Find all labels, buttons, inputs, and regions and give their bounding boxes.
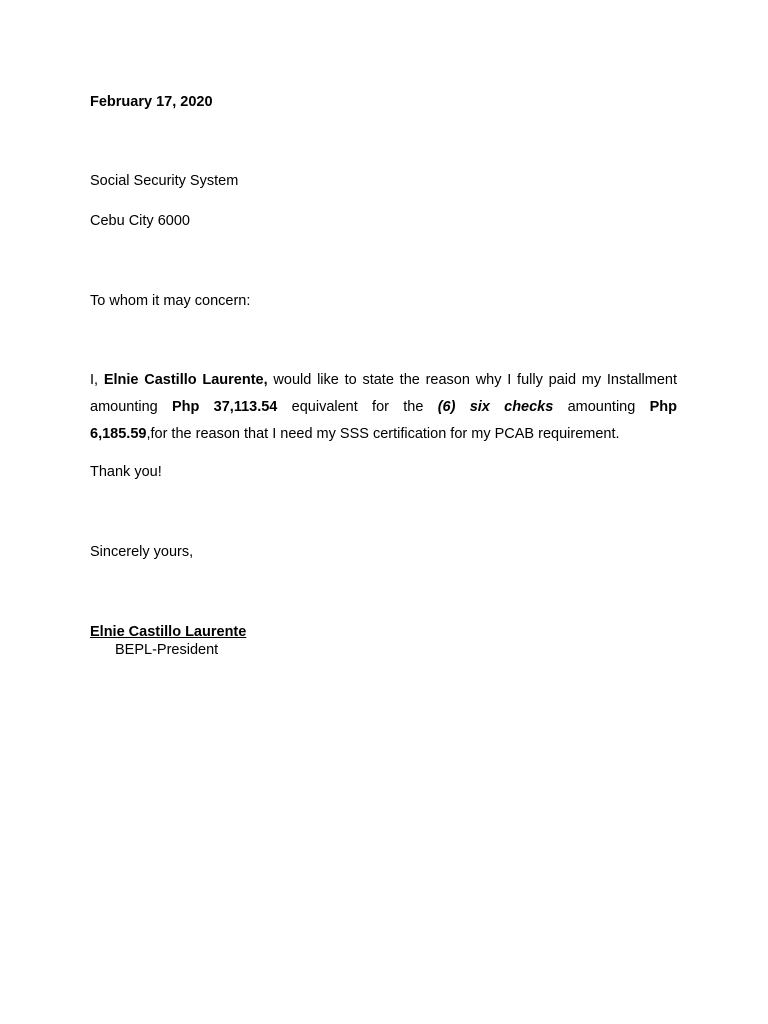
thanks-line: Thank you! [90, 464, 162, 480]
body-line-1 [90, 367, 677, 394]
body-text: amounting [553, 399, 650, 415]
body-text: would like to state the reason why I fully paid my Installment [267, 372, 677, 388]
salutation: To whom it may concern: [90, 293, 251, 309]
letter-date: February 17, 2020 [90, 94, 213, 110]
body-text: ,for the reason that I need my SSS certification for my PCAB requirement. [146, 426, 620, 442]
body-text: I, [90, 372, 104, 388]
currency-label: Php [649, 399, 677, 415]
body-text: amounting [90, 399, 172, 415]
checks-count: (6) six checks [437, 399, 554, 415]
sender-name-inline: Elnie Castillo Laurente, [103, 372, 268, 388]
recipient-line-2: Cebu City 6000 [90, 213, 190, 229]
body-paragraph [90, 367, 677, 448]
total-amount: Php 37,113.54 [172, 399, 278, 415]
signature-name: Elnie Castillo Laurente [90, 624, 247, 640]
recipient-line-1: Social Security System [90, 173, 239, 189]
body-text: equivalent for the [277, 399, 438, 415]
closing-line: Sincerely yours, [90, 544, 194, 560]
body-line-2 [90, 394, 677, 421]
signature-title: BEPL-President [115, 642, 219, 658]
body-line-3 [90, 421, 677, 448]
check-amount: 6,185.59 [90, 426, 147, 442]
